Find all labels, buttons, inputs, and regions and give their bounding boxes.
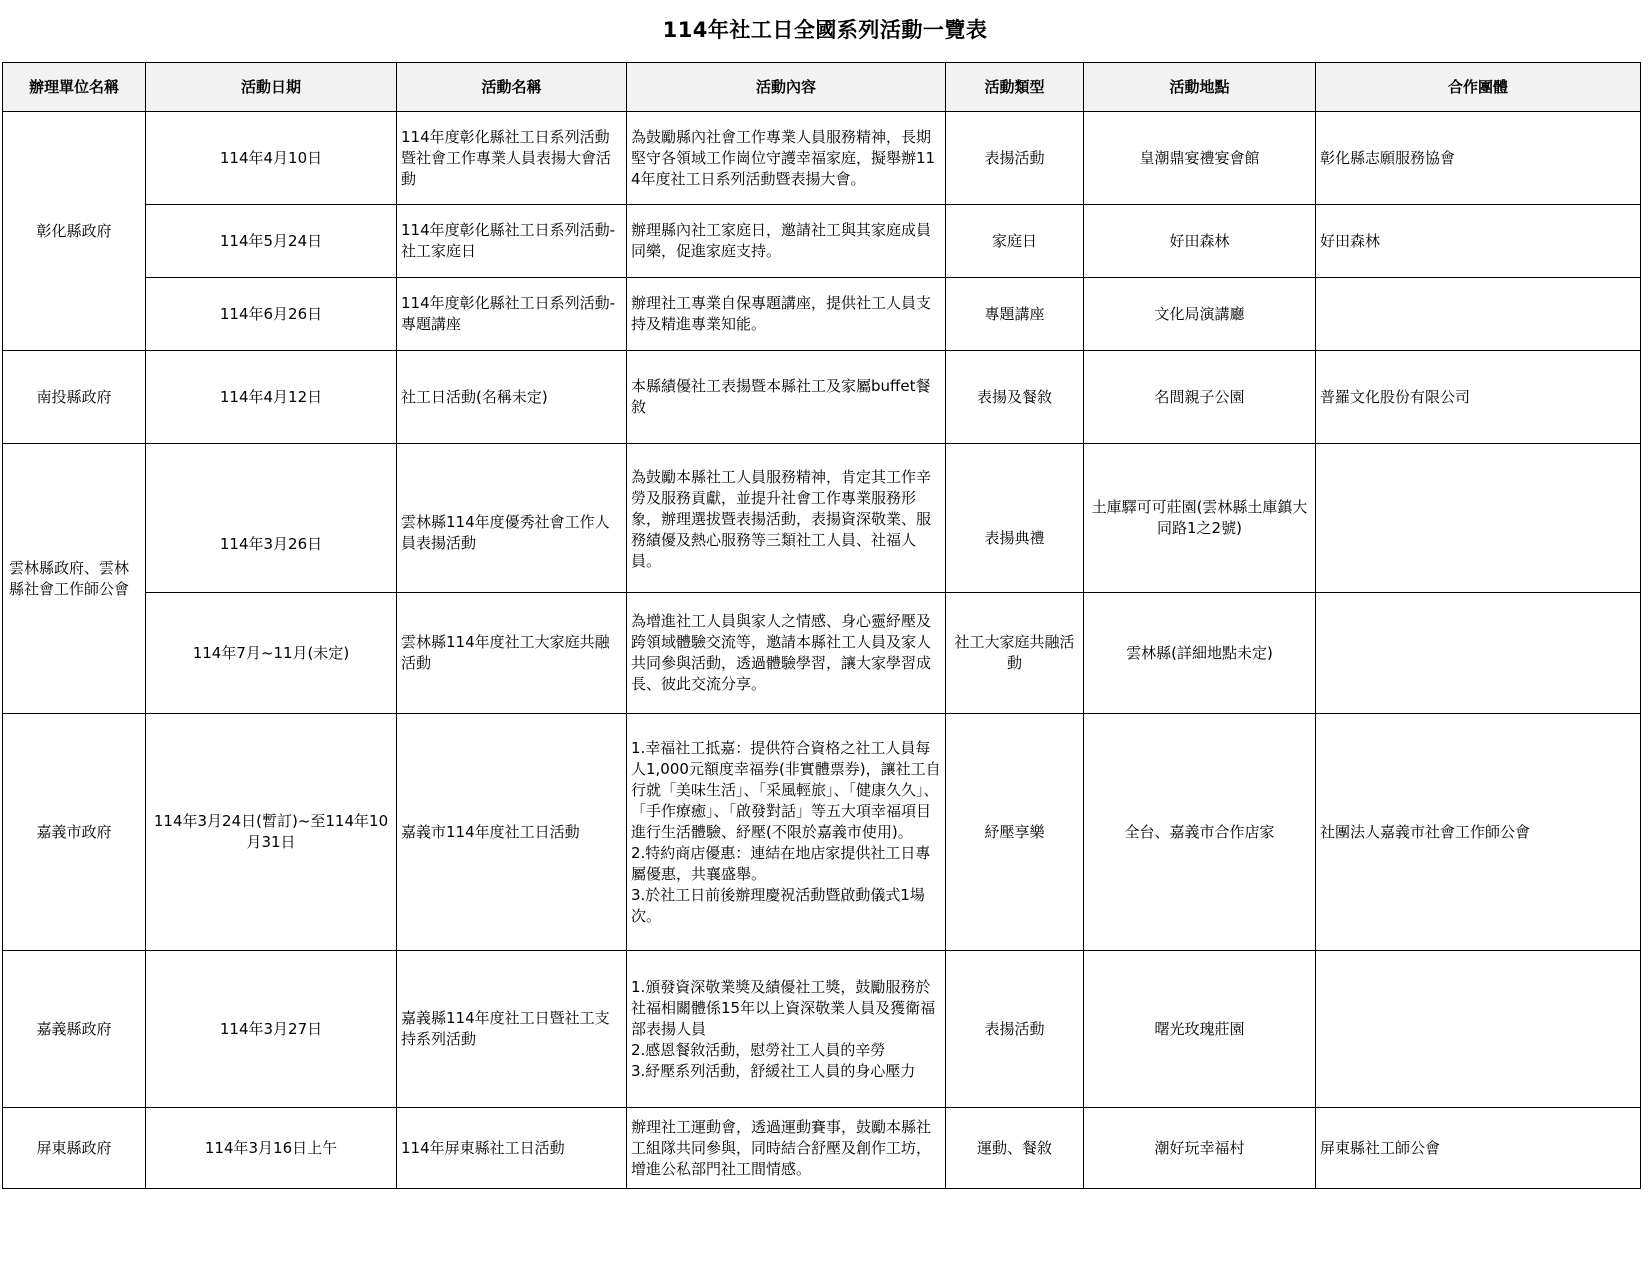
page-title: 114年社工日全國系列活動一覽表 xyxy=(662,18,988,42)
header-place: 活動地點 xyxy=(1084,63,1316,112)
cell-name: 社工日活動(名稱未定) xyxy=(397,351,627,444)
cell-date: 114年5月24日 xyxy=(146,205,397,278)
cell-type: 表揚典禮 xyxy=(946,444,1084,593)
header-type: 活動類型 xyxy=(946,63,1084,112)
cell-content: 辦理社工專業自保專題講座，提供社工人員支持及精進專業知能。 xyxy=(627,278,946,351)
cell-content: 1.幸福社工抵嘉：提供符合資格之社工人員每人1,000元額度幸福券(非實體票券)，讓社工自行就「美味生活」、「采風輕旅」、「健康久久」、「手作療癒」、「啟發對話」等五大項幸福項目進行生活體驗、紓壓(不限於嘉義市使用)。 2.特約商店優惠：連結在地店家提供社工日專屬優惠，共襄盛舉。 3.於社工日前後辦理慶祝活動暨啟動儀式1場次。 xyxy=(627,714,946,951)
cell-partner: 彰化縣志願服務協會 xyxy=(1316,112,1641,205)
cell-name: 雲林縣114年度社工大家庭共融活動 xyxy=(397,593,627,714)
cell-type: 表揚活動 xyxy=(946,112,1084,205)
cell-type: 表揚及餐敘 xyxy=(946,351,1084,444)
table-row xyxy=(3,1108,1641,1189)
cell-name: 114年度彰化縣社工日系列活動-社工家庭日 xyxy=(397,205,627,278)
cell-content: 辦理社工運動會，透過運動賽事，鼓勵本縣社工組隊共同參與，同時結合舒壓及創作工坊，增進公私部門社工間情感。 xyxy=(627,1108,946,1189)
cell-date: 114年3月24日(暫訂)~至114年10月31日 xyxy=(146,714,397,951)
cell-date: 114年4月10日 xyxy=(146,112,397,205)
activity-table xyxy=(2,62,1641,1189)
header-content: 活動內容 xyxy=(627,63,946,112)
cell-name: 嘉義縣114年度社工日暨社工支持系列活動 xyxy=(397,951,627,1108)
cell-partner: 普羅文化股份有限公司 xyxy=(1316,351,1641,444)
cell-name: 114年度彰化縣社工日系列活動-專題講座 xyxy=(397,278,627,351)
cell-name: 雲林縣114年度優秀社會工作人員表揚活動 xyxy=(397,444,627,593)
cell-name: 嘉義市114年度社工日活動 xyxy=(397,714,627,951)
cell-partner: 社團法人嘉義市社會工作師公會 xyxy=(1316,714,1641,951)
cell-type: 表揚活動 xyxy=(946,951,1084,1108)
cell-partner: 屏東縣社工師公會 xyxy=(1316,1108,1641,1189)
cell-content: 為增進社工人員與家人之情感、身心靈紓壓及跨領域體驗交流等，邀請本縣社工人員及家人共同參與活動，透過體驗學習，讓大家學習成長、彼此交流分享。 xyxy=(627,593,946,714)
cell-org: 嘉義市政府 xyxy=(3,714,146,951)
cell-partner xyxy=(1316,593,1641,714)
cell-type: 紓壓享樂 xyxy=(946,714,1084,951)
header-row xyxy=(3,63,1641,112)
cell-partner xyxy=(1316,444,1641,593)
table-row xyxy=(3,205,1641,278)
table-row xyxy=(3,714,1641,951)
cell-partner xyxy=(1316,951,1641,1108)
table-row xyxy=(3,444,1641,593)
cell-date: 114年3月27日 xyxy=(146,951,397,1108)
table-row xyxy=(3,593,1641,714)
cell-place: 全台、嘉義市合作店家 xyxy=(1084,714,1316,951)
cell-place: 文化局演講廳 xyxy=(1084,278,1316,351)
table-row xyxy=(3,278,1641,351)
header-name: 活動名稱 xyxy=(397,63,627,112)
cell-org: 屏東縣政府 xyxy=(3,1108,146,1189)
cell-org: 雲林縣政府、雲林縣社會工作師公會 xyxy=(3,444,146,714)
cell-place: 名間親子公園 xyxy=(1084,351,1316,444)
cell-content: 1.頒發資深敬業獎及績優社工獎，鼓勵服務於社福相關體係15年以上資深敬業人員及獲衛福部表揚人員 2.感恩餐敘活動，慰勞社工人員的辛勞 3.紓壓系列活動，舒緩社工人員的身心壓力 xyxy=(627,951,946,1108)
cell-type: 家庭日 xyxy=(946,205,1084,278)
header-partner: 合作團體 xyxy=(1316,63,1641,112)
cell-type: 運動、餐敘 xyxy=(946,1108,1084,1189)
cell-org: 彰化縣政府 xyxy=(3,112,146,351)
cell-type: 社工大家庭共融活動 xyxy=(946,593,1084,714)
cell-content: 本縣績優社工表揚暨本縣社工及家屬buffet餐敘 xyxy=(627,351,946,444)
cell-place: 雲林縣(詳細地點未定) xyxy=(1084,593,1316,714)
cell-place: 皇潮鼎宴禮宴會館 xyxy=(1084,112,1316,205)
cell-content: 為鼓勵縣內社會工作專業人員服務精神，長期堅守各領域工作崗位守護幸福家庭，擬舉辦114年度社工日系列活動暨表揚大會。 xyxy=(627,112,946,205)
cell-content: 辦理縣內社工家庭日，邀請社工與其家庭成員同樂，促進家庭支持。 xyxy=(627,205,946,278)
header-date: 活動日期 xyxy=(146,63,397,112)
cell-place: 曙光玫瑰莊園 xyxy=(1084,951,1316,1108)
cell-place: 潮好玩幸福村 xyxy=(1084,1108,1316,1189)
cell-org: 南投縣政府 xyxy=(3,351,146,444)
cell-name: 114年屏東縣社工日活動 xyxy=(397,1108,627,1189)
table-row xyxy=(3,351,1641,444)
cell-date: 114年7月~11月(未定) xyxy=(146,593,397,714)
cell-date: 114年3月16日上午 xyxy=(146,1108,397,1189)
cell-org: 嘉義縣政府 xyxy=(3,951,146,1108)
cell-name: 114年度彰化縣社工日系列活動暨社會工作專業人員表揚大會活動 xyxy=(397,112,627,205)
table-row xyxy=(3,951,1641,1108)
cell-partner xyxy=(1316,278,1641,351)
cell-content: 為鼓勵本縣社工人員服務精神，肯定其工作辛勞及服務貢獻，並提升社會工作專業服務形象，辦理選拔暨表揚活動，表揚資深敬業、服務績優及熱心服務等三類社工人員、社福人員。 xyxy=(627,444,946,593)
cell-place: 土庫驛可可莊園(雲林縣土庫鎮大同路1之2號) xyxy=(1084,444,1316,593)
header-org: 辦理單位名稱 xyxy=(3,63,146,112)
table-row xyxy=(3,112,1641,205)
cell-place: 好田森林 xyxy=(1084,205,1316,278)
cell-partner: 好田森林 xyxy=(1316,205,1641,278)
cell-date: 114年6月26日 xyxy=(146,278,397,351)
cell-date: 114年3月26日 xyxy=(146,444,397,593)
cell-type: 專題講座 xyxy=(946,278,1084,351)
cell-date: 114年4月12日 xyxy=(146,351,397,444)
